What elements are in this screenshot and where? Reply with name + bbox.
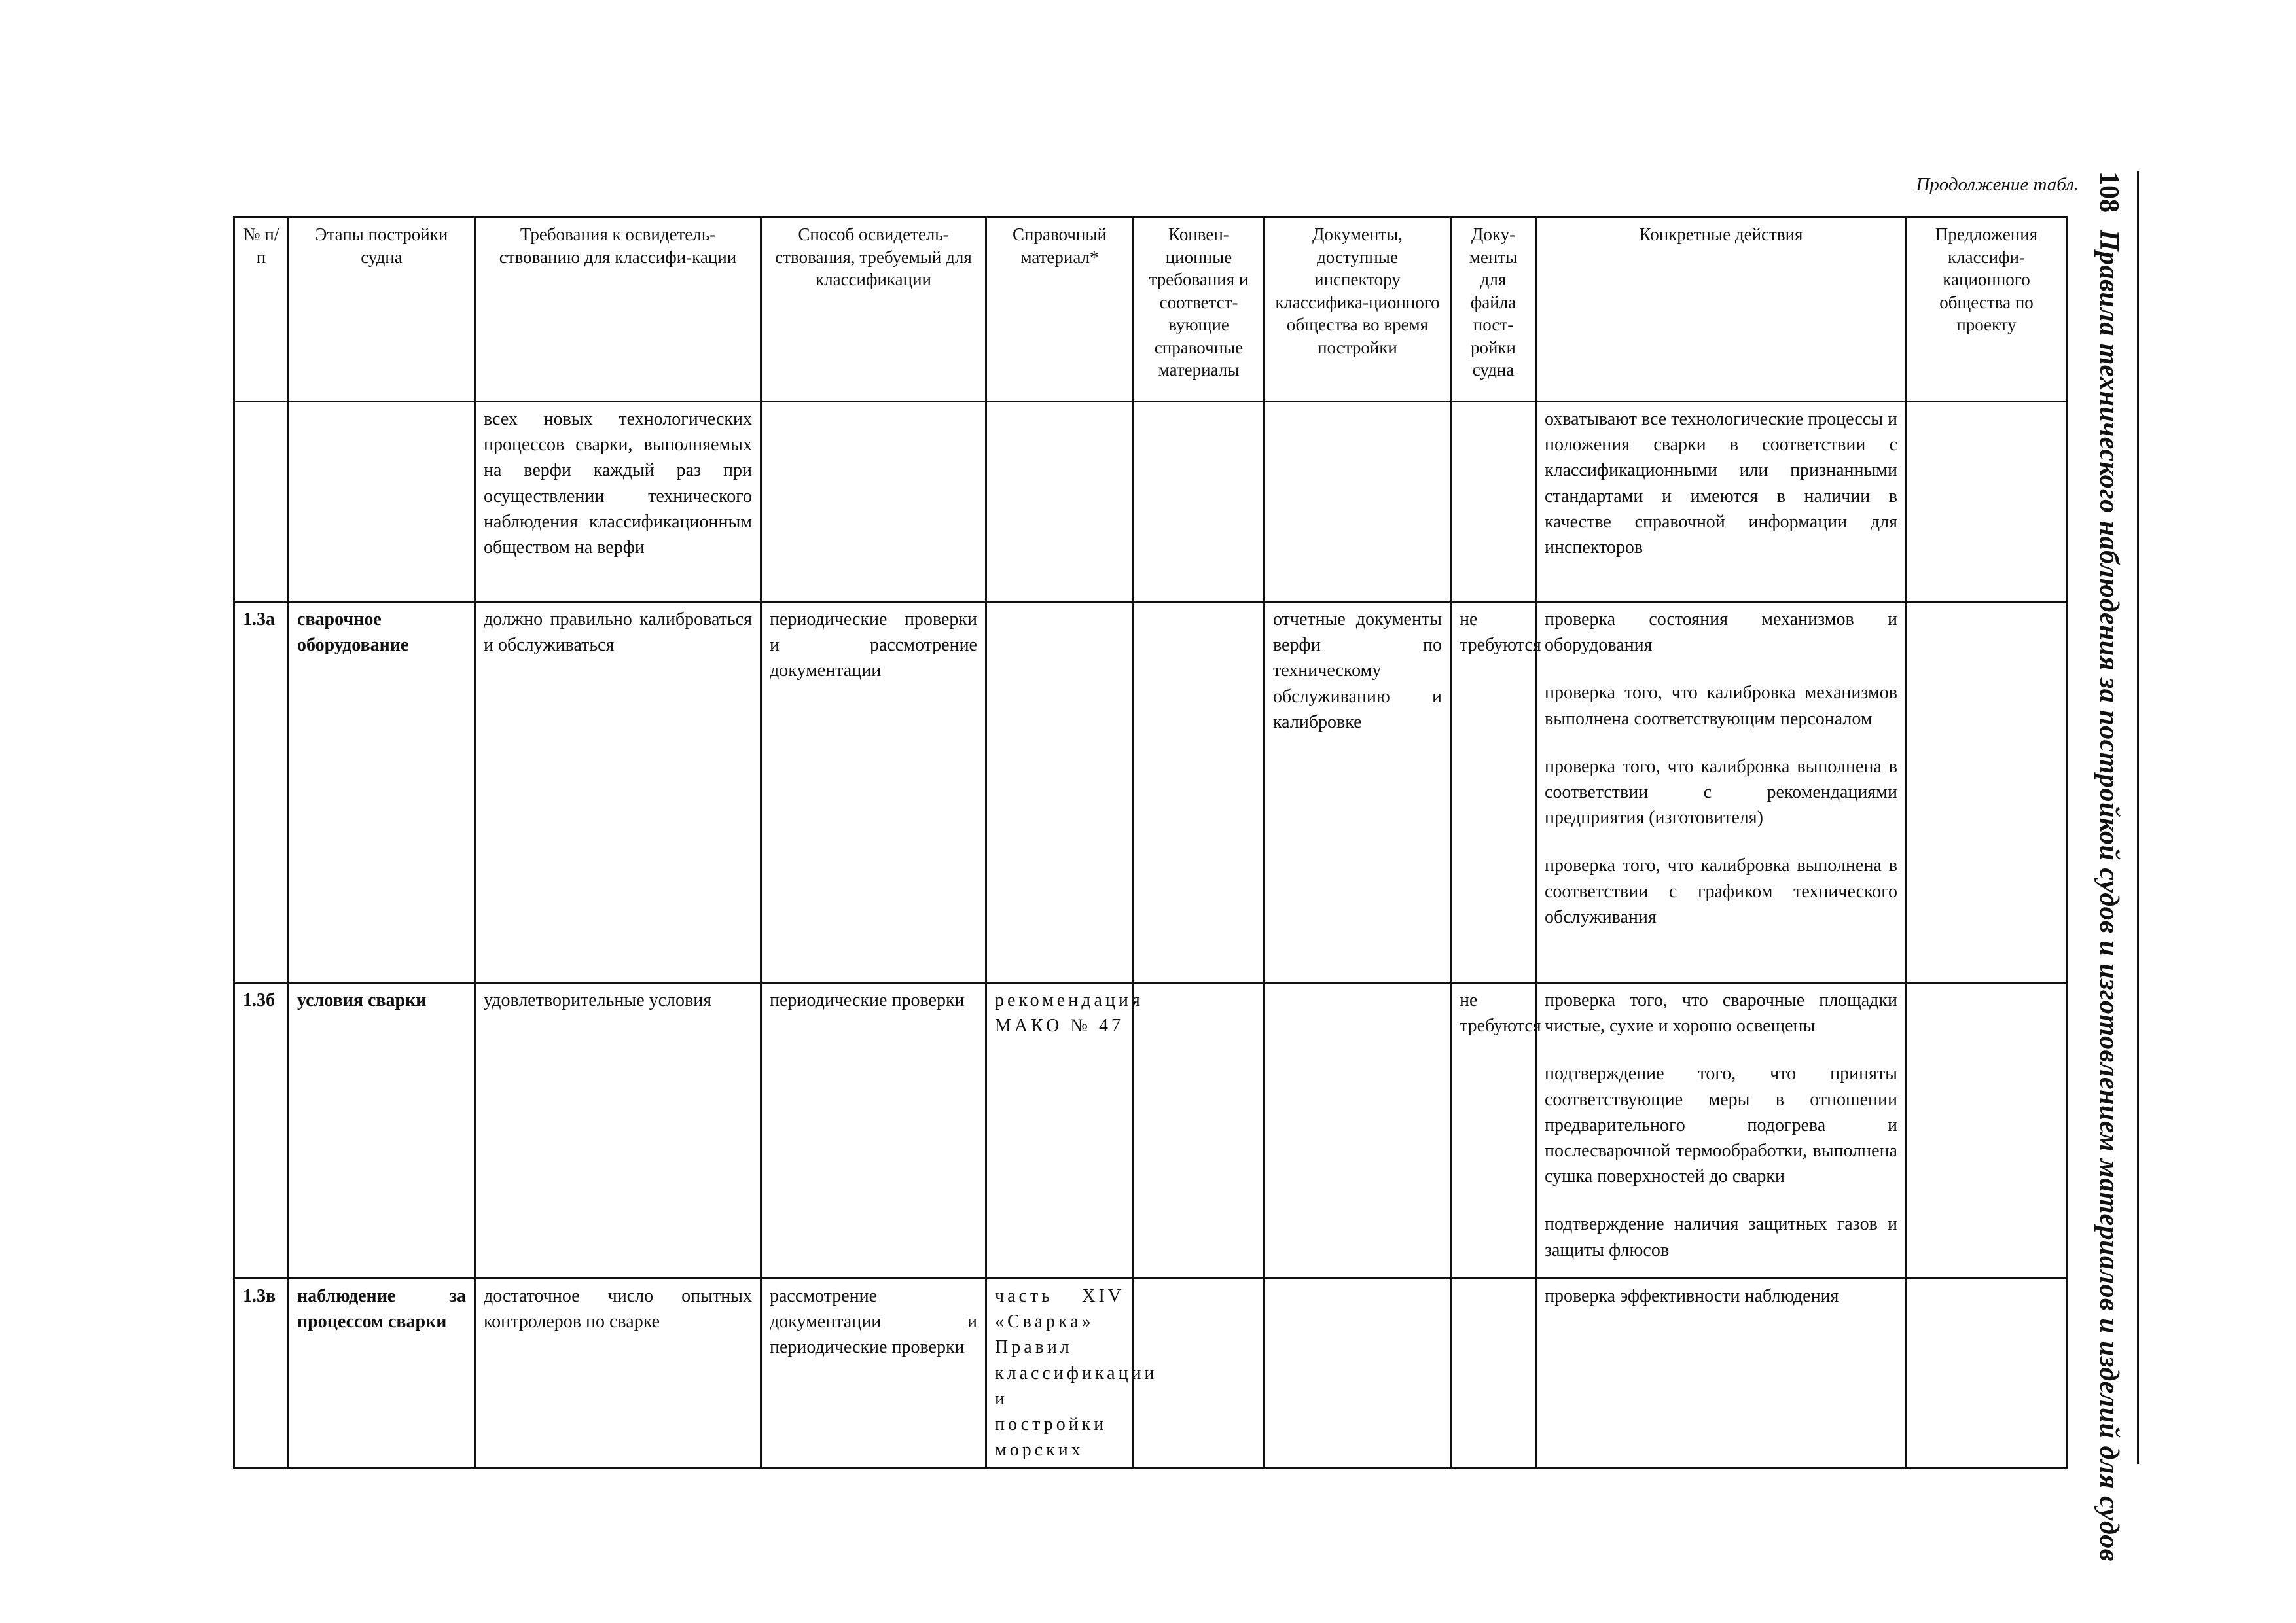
action-item: подтверждение наличия защитных газов и защиты флюсов: [1545, 1214, 1897, 1260]
row-reference: часть XIV «Сварка» Правил классификации и постройки морских: [986, 1279, 1134, 1468]
header-cell-reference: Справочный материал*: [986, 217, 1134, 402]
header-cell-documents: Документы, доступные инспектору классифика-ционного общества во время постройки: [1265, 217, 1451, 402]
row-actions: [1536, 983, 1907, 1279]
header-cell-stage: Этапы постройки судна: [289, 217, 475, 402]
row-build-file: не требуются: [1451, 602, 1536, 983]
row-convention: [1134, 402, 1265, 602]
row-requirements: достаточное число опытных контролеров по сварке: [475, 1279, 761, 1468]
row-method: периодические проверки: [761, 983, 986, 1279]
row-convention: [1134, 602, 1265, 983]
table-row: [234, 983, 2067, 1279]
side-header: [2094, 171, 2181, 1562]
action-item: подтверждение того, что приняты соответствующие меры в отношении предварительного подогрева и послесварочной термообработки, выполнена сушка поверхностей до сварки: [1545, 1063, 1897, 1187]
row-reference: рекомендация МАКО № 47: [986, 983, 1134, 1279]
row-build-file: [1451, 1279, 1536, 1468]
row-number: 1.3в: [234, 1279, 289, 1468]
row-proposals: [1907, 402, 2067, 602]
row-requirements: всех новых технологических процессов сварки, выполняемых на верфи каждый раз при осуществлении технического наблюдения классификационным обществом на верфи: [475, 402, 761, 602]
header-cell-actions: Конкретные действия: [1536, 217, 1907, 402]
action-item: проверка того, что калибровка выполнена в соответствии с графиком технического обслуживания: [1545, 855, 1897, 927]
row-number: [234, 402, 289, 602]
action-item: проверка состояния механизмов и оборудования: [1545, 609, 1897, 656]
page-number: 108: [2094, 171, 2124, 213]
table-row: [234, 402, 2067, 602]
row-method: [761, 402, 986, 602]
row-proposals: [1907, 983, 2067, 1279]
header-cell-proposals: Предложения классифи-кационного общества по проекту: [1907, 217, 2067, 402]
row-documents: [1265, 983, 1451, 1279]
row-actions: [1536, 402, 1907, 602]
row-method: периодические проверки и рассмотрение документации: [761, 602, 986, 983]
row-stage: наблюдение за процессом сварки: [289, 1279, 475, 1468]
table-row: [234, 1279, 2067, 1468]
row-stage: [289, 402, 475, 602]
action-item: охватывают все технологические процессы и положения сварки в соответствии с классификационными или признанными стандартами и имеются в наличии в качестве справочной информации для инспекторов: [1545, 409, 1897, 558]
action-item: проверка того, что калибровка выполнена в соответствии с рекомендациями предприятия (изготовителя): [1545, 756, 1897, 829]
header-cell-num: № п/п: [234, 217, 289, 402]
row-stage: условия сварки: [289, 983, 475, 1279]
survey-table: [233, 216, 2068, 1469]
row-build-file: [1451, 402, 1536, 602]
row-actions: [1536, 602, 1907, 983]
row-documents: [1265, 1279, 1451, 1468]
action-item: проверка эффективности наблюдения: [1545, 1286, 1839, 1306]
row-proposals: [1907, 602, 2067, 983]
continuation-label: Продолжение табл.: [1916, 174, 2079, 195]
action-item: проверка того, что калибровка механизмов выполнена соответствующим персоналом: [1545, 683, 1897, 729]
row-number: 1.3б: [234, 983, 289, 1279]
row-method: рассмотрение документации и периодические проверки: [761, 1279, 986, 1468]
row-number: 1.3а: [234, 602, 289, 983]
row-requirements: должно правильно калиброваться и обслуживаться: [475, 602, 761, 983]
running-title: Правила технического наблюдения за постройкой судов и изготовлением материалов и изделий для судов: [2094, 230, 2124, 1562]
row-stage: сварочное оборудование: [289, 602, 475, 983]
row-reference: [986, 402, 1134, 602]
row-build-file: не требуются: [1451, 983, 1536, 1279]
row-documents: [1265, 402, 1451, 602]
header-cell-method: Способ освидетель-ствования, требуемый для классификации: [761, 217, 986, 402]
table-row: [234, 602, 2067, 983]
row-documents: отчетные документы верфи по техническому обслуживанию и калибровке: [1265, 602, 1451, 983]
row-actions: [1536, 1279, 1907, 1468]
row-convention: [1134, 983, 1265, 1279]
header-cell-convention: Конвен-ционные требования и соответст-вующие справочные материалы: [1134, 217, 1265, 402]
action-item: проверка того, что сварочные площадки чистые, сухие и хорошо освещены: [1545, 990, 1897, 1037]
row-requirements: удовлетворительные условия: [475, 983, 761, 1279]
header-cell-build-file: Доку-менты для файла пост-ройки судна: [1451, 217, 1536, 402]
row-proposals: [1907, 1279, 2067, 1468]
row-reference: [986, 602, 1134, 983]
header-row: [234, 217, 2067, 402]
header-cell-requirements: Требования к освидетель-ствованию для классифи-кации: [475, 217, 761, 402]
